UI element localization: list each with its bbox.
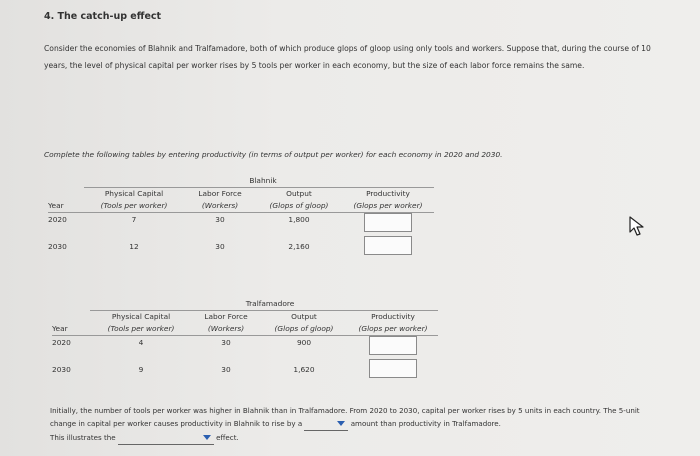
output-header: Output [260, 310, 348, 322]
capital-header: Physical Capital [90, 310, 192, 322]
capital-cell: 9 [138, 364, 144, 374]
table-row [52, 335, 438, 357]
labor-cell: 30 [221, 337, 231, 347]
effect-type-dropdown[interactable] [118, 431, 214, 445]
capital-cell: 4 [138, 337, 144, 347]
conclusion-text-1: Initially, the number of tools per worker was higher in Blahnik than in Tralfamadore. From 2020 to 2030, capital per worker rises by 5 units in each country. The 5-unit change in capital per worker causes productivity in Blahnik to rise by a [50, 406, 640, 428]
labor-cell: 30 [215, 241, 225, 251]
tralfamadore-table [52, 297, 438, 381]
labor-unit: (Workers) [192, 322, 260, 335]
question-intro: Consider the economies of Blahnik and Tralfamadore, both of which produce glops of gloop using only tools and workers. Suppose that, during the course of 10 years, the level of physical capital per worker rises by 5 tools per worker in each economy, but the size of each labor force remains the same. [44, 44, 651, 70]
labor-cell: 30 [221, 364, 231, 374]
productivity-unit: (Glops per worker) [348, 322, 438, 335]
output-cell: 1,620 [293, 364, 315, 374]
chevron-down-icon [203, 435, 211, 440]
table-row [48, 234, 434, 258]
capital-header: Physical Capital [84, 187, 184, 199]
blahnik-name: Blahnik [249, 175, 277, 185]
labor-header: Labor Force [192, 310, 260, 322]
year-header: Year [52, 322, 90, 335]
year-cell: 2020 [48, 214, 67, 224]
year-cell: 2030 [52, 364, 71, 374]
tralfamadore-name: Tralfamadore [245, 298, 295, 308]
output-cell: 2,160 [288, 241, 310, 251]
labor-unit: (Workers) [184, 199, 256, 212]
productivity-header: Productivity [348, 310, 438, 322]
output-header: Output [256, 187, 342, 199]
capital-unit: (Tools per worker) [84, 199, 184, 212]
rise-amount-dropdown[interactable] [304, 417, 348, 431]
capital-unit: (Tools per worker) [90, 322, 192, 335]
tralfamadore-2020-productivity-input[interactable] [369, 336, 417, 355]
labor-header: Labor Force [184, 187, 256, 199]
chevron-down-icon [337, 421, 345, 426]
output-cell: 1,800 [288, 214, 310, 224]
question-title: 4. The catch-up effect [44, 11, 162, 22]
conclusion-text-2: amount than productivity in Tralfamadore. [350, 419, 501, 428]
year-header: Year [48, 199, 84, 212]
table-instruction: Complete the following tables by entering productivity (in terms of output per worker) for each economy in 2020 and 2030. [44, 150, 503, 159]
blahnik-2020-productivity-input[interactable] [364, 213, 412, 232]
blahnik-2030-productivity-input[interactable] [364, 236, 412, 255]
year-cell: 2030 [48, 241, 67, 251]
capital-cell: 12 [129, 241, 139, 251]
conclusion-text-4: effect. [216, 433, 239, 442]
output-cell: 900 [296, 337, 312, 347]
productivity-header: Productivity [342, 187, 434, 199]
table-row [52, 357, 438, 381]
capital-cell: 7 [131, 214, 137, 224]
blahnik-table [48, 174, 434, 258]
productivity-unit: (Glops per worker) [342, 199, 434, 212]
tralfamadore-2030-productivity-input[interactable] [369, 359, 417, 378]
output-unit: (Glops of gloop) [260, 322, 348, 335]
table-row [48, 212, 434, 234]
conclusion-text-3: This illustrates the [50, 433, 116, 442]
labor-cell: 30 [215, 214, 225, 224]
mouse-pointer-icon [628, 215, 646, 237]
output-unit: (Glops of gloop) [256, 199, 342, 212]
year-cell: 2020 [52, 337, 71, 347]
conclusion-paragraph [50, 404, 660, 445]
